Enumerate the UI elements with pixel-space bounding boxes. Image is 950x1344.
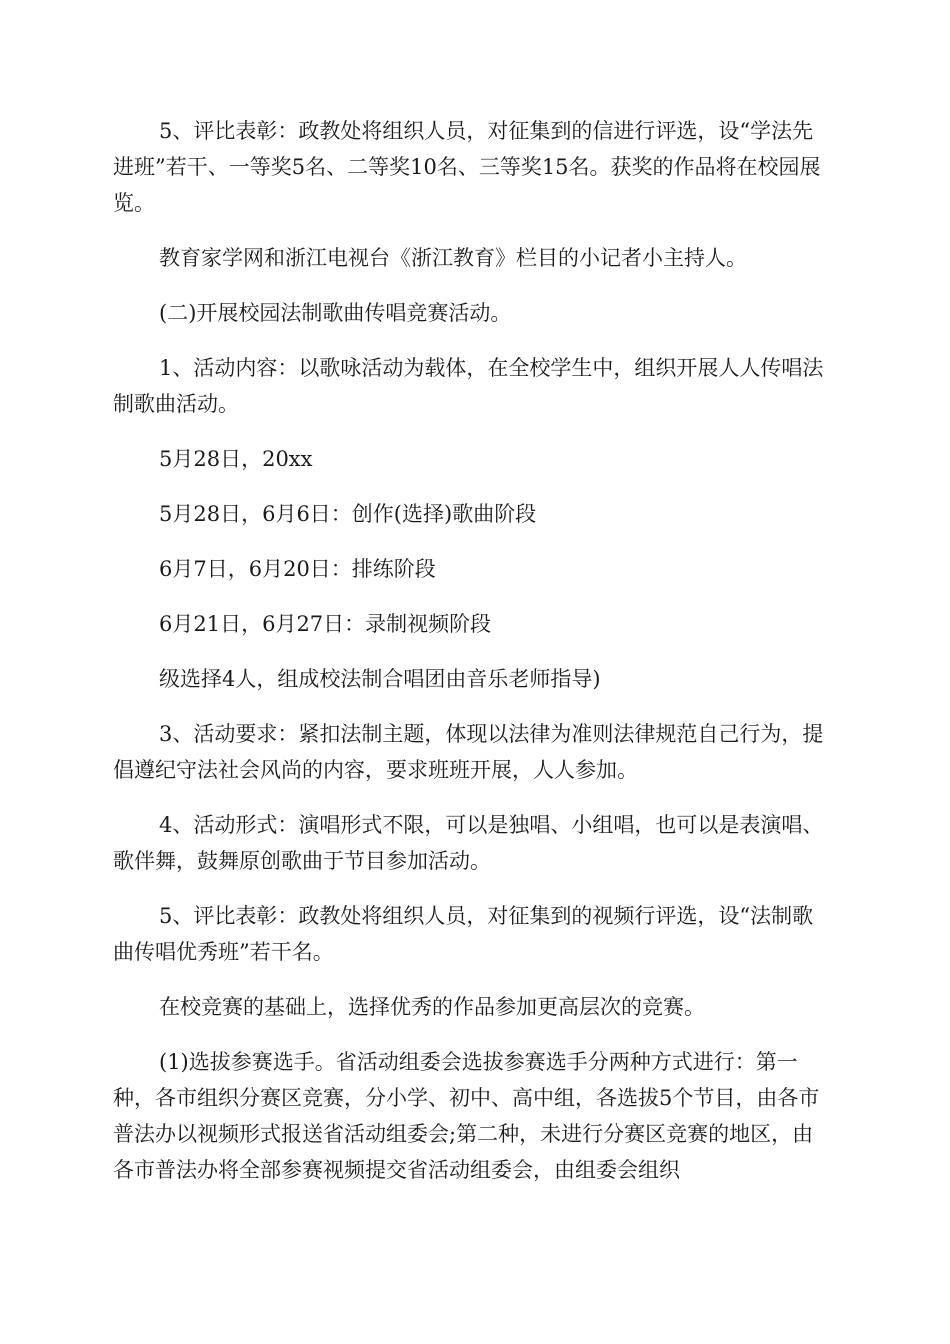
document-body xyxy=(113,113,831,1207)
paragraph-stage-rehearsal: 6月7日，6月20日：排练阶段 xyxy=(159,557,436,581)
paragraph-activity-content: 1、活动内容：以歌咏活动为载体，在全校学生中，组织开展人人传唱法制歌曲活动。 xyxy=(113,356,824,416)
paragraph-selection: (1)选拔参赛选手。省活动组委会选拔参赛选手分两种方式进行：第一种，各市组织分赛区竞赛，分小学、初中、高中组，各选拔5个节目，由各市普法办以视频形式报送省活动组委会;第二种，未进行分赛区竞赛的地区，由各市普法办将全部参赛视频提交省活动组委会，由组委会组织 xyxy=(113,1050,820,1182)
paragraph-award-videos: 5、评比表彰：政教处将组织人员，对征集到的视频行评选，设“法制歌曲传唱优秀班”若干名。 xyxy=(113,904,814,964)
paragraph-date-start: 5月28日，20xx xyxy=(159,447,313,471)
paragraph-award-letters: 5、评比表彰：政教处将组织人员，对征集到的信进行评选，设“学法先进班”若干、一等奖5名、二等奖10名、三等奖15名。获奖的作品将在校园展览。 xyxy=(113,119,821,215)
paragraph-reporters: 教育家学网和浙江电视台《浙江教育》栏目的小记者小主持人。 xyxy=(159,246,747,270)
paragraph-format: 4、活动形式：演唱形式不限，可以是独唱、小组唱，也可以是表演唱、歌伴舞，鼓舞原创歌曲于节目参加活动。 xyxy=(113,813,824,873)
paragraph-section-two-heading: (二)开展校园法制歌曲传唱竞赛活动。 xyxy=(159,301,512,325)
paragraph-stage-creation: 5月28日，6月6日：创作(选择)歌曲阶段 xyxy=(159,502,537,526)
paragraph-choir: 级选择4人，组成校法制合唱团由音乐老师指导) xyxy=(159,667,601,691)
paragraph-higher-competition: 在校竞赛的基础上，选择优秀的作品参加更高层次的竞赛。 xyxy=(159,995,705,1019)
paragraph-requirements: 3、活动要求：紧扣法制主题，体现以法律为准则法律规范自己行为，提倡遵纪守法社会风尚的内容，要求班班开展，人人参加。 xyxy=(113,722,824,782)
paragraph-stage-recording: 6月21日，6月27日：录制视频阶段 xyxy=(159,612,492,636)
